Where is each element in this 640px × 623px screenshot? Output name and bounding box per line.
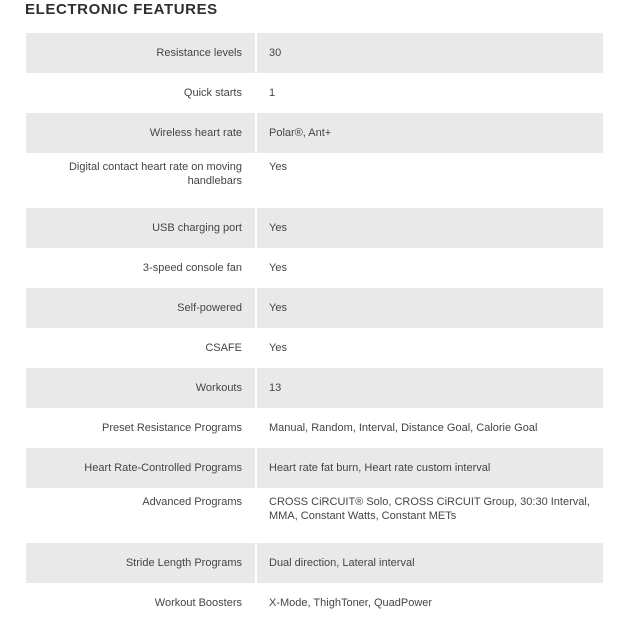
spec-value: Yes <box>256 153 603 208</box>
spec-value: Yes <box>256 328 603 368</box>
spec-label: USB charging port <box>26 208 256 248</box>
table-row <box>26 208 603 248</box>
table-row <box>26 73 603 113</box>
table-row <box>26 248 603 288</box>
table-row <box>26 583 603 623</box>
spec-value: CROSS CiRCUIT® Solo, CROSS CiRCUIT Group, 30:30 Interval, MMA, Constant Watts, Constant METs <box>256 488 603 543</box>
spec-value: Dual direction, Lateral interval <box>256 543 603 583</box>
spec-value: Polar®, Ant+ <box>256 113 603 153</box>
spec-label: Resistance levels <box>26 33 256 73</box>
spec-value: Yes <box>256 288 603 328</box>
spec-value: 30 <box>256 33 603 73</box>
spec-label: Stride Length Programs <box>26 543 256 583</box>
spec-label: Workouts <box>26 368 256 408</box>
table-row <box>26 113 603 153</box>
spec-value: 13 <box>256 368 603 408</box>
table-row <box>26 288 603 328</box>
table-row <box>26 33 603 73</box>
table-row <box>26 328 603 368</box>
spec-label: Quick starts <box>26 73 256 113</box>
section-title: ELECTRONIC FEATURES <box>25 1 218 18</box>
table-row <box>26 448 603 488</box>
spec-value: X-Mode, ThighToner, QuadPower <box>256 583 603 623</box>
spec-value: Yes <box>256 208 603 248</box>
spec-value: Yes <box>256 248 603 288</box>
electronic-features-table <box>26 33 603 623</box>
spec-label: Digital contact heart rate on moving handlebars <box>26 153 256 208</box>
table-row <box>26 368 603 408</box>
spec-label: Workout Boosters <box>26 583 256 623</box>
table-row <box>26 153 603 208</box>
spec-label: CSAFE <box>26 328 256 368</box>
spec-label: Advanced Programs <box>26 488 256 543</box>
spec-value: Heart rate fat burn, Heart rate custom interval <box>256 448 603 488</box>
table-row <box>26 488 603 543</box>
spec-label: 3-speed console fan <box>26 248 256 288</box>
spec-label: Wireless heart rate <box>26 113 256 153</box>
table-row <box>26 408 603 448</box>
table-row <box>26 543 603 583</box>
spec-label: Heart Rate-Controlled Programs <box>26 448 256 488</box>
spec-label: Self-powered <box>26 288 256 328</box>
spec-value: Manual, Random, Interval, Distance Goal, Calorie Goal <box>256 408 603 448</box>
spec-label: Preset Resistance Programs <box>26 408 256 448</box>
spec-value: 1 <box>256 73 603 113</box>
